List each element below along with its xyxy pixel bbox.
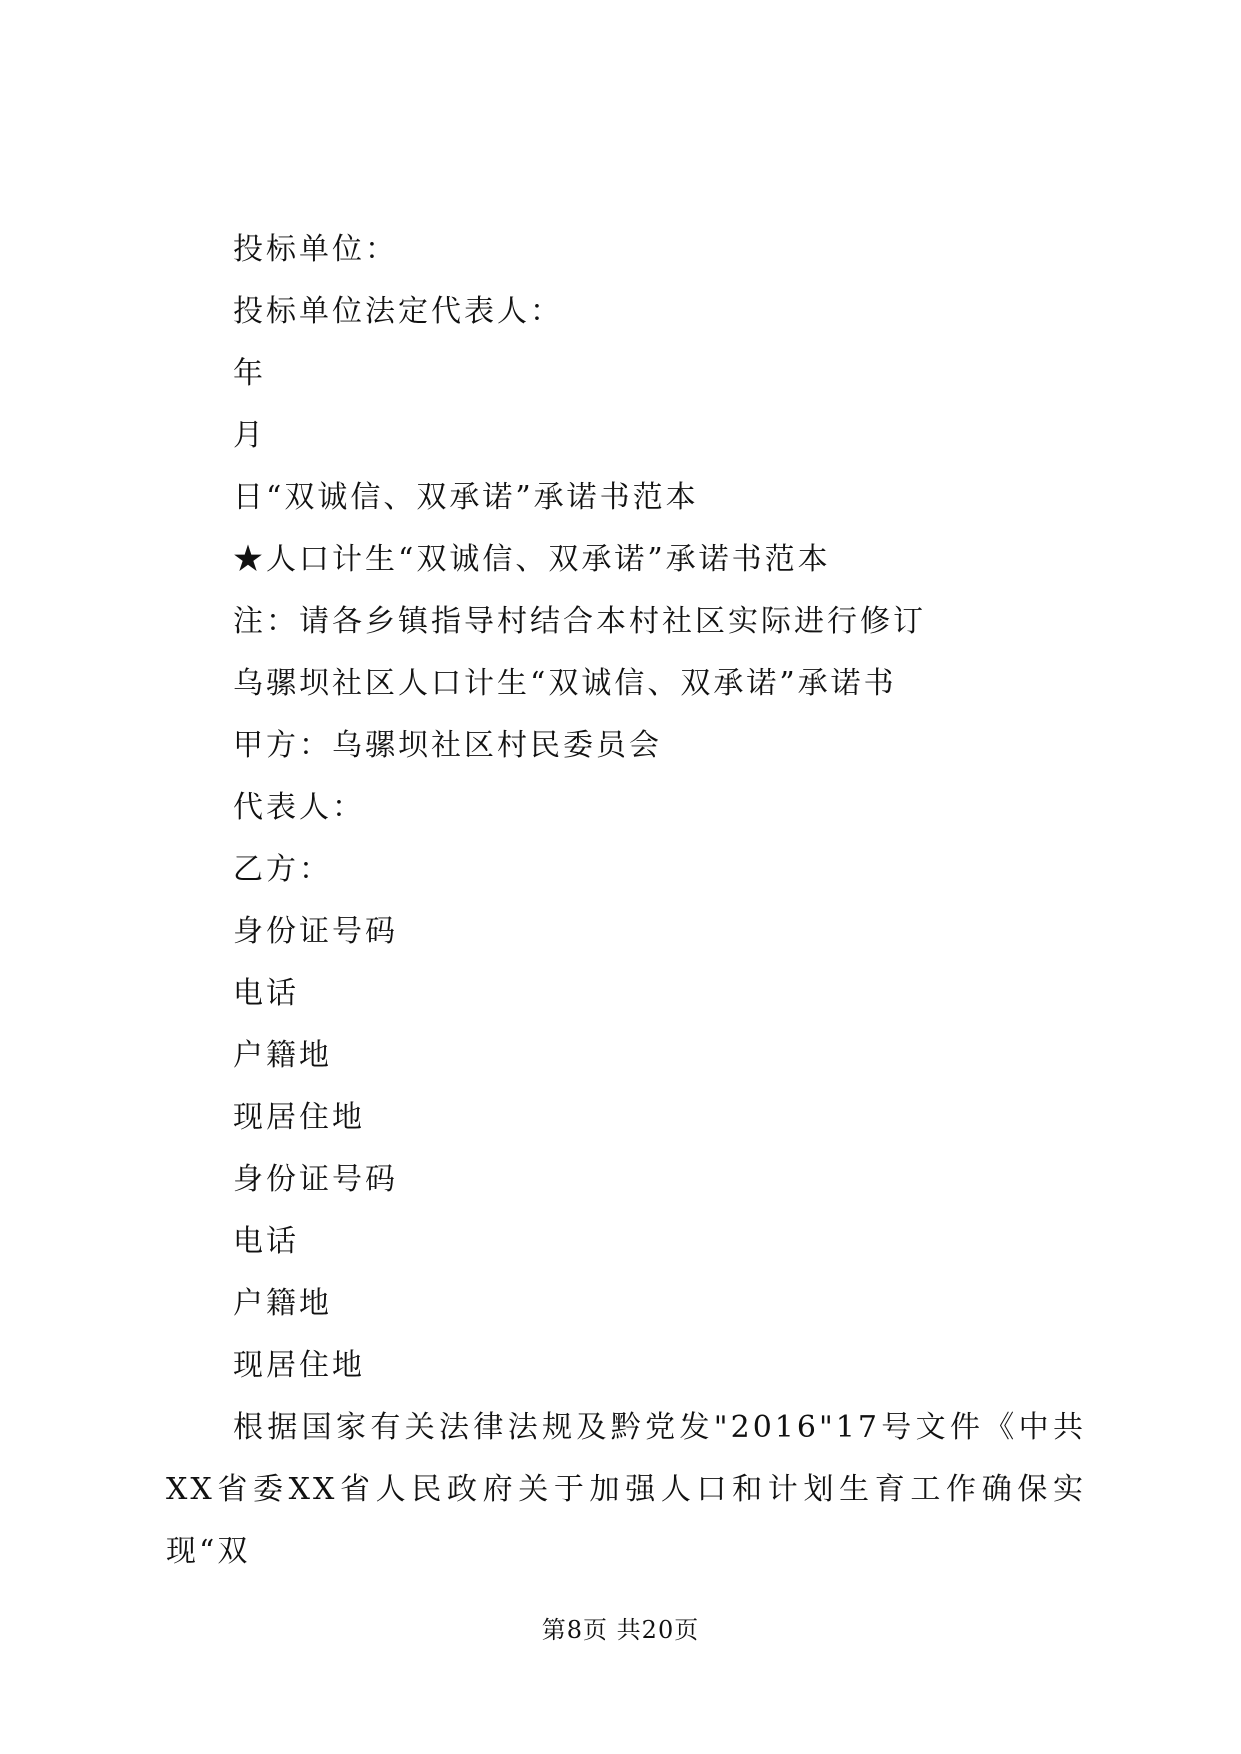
bidder-unit-line: 投标单位： [233,232,398,267]
current-residence-line: 现居住地 [233,1100,365,1135]
month-line: 月 [233,418,266,453]
commitment-title: 乌骡坝社区人口计生“双诚信、双承诺”承诺书 [233,666,897,701]
page-number-footer: 第8页 共20页 [541,1616,700,1644]
note-line: 注：请各乡镇指导村结合本村社区实际进行修订 [233,604,926,639]
day-title-line: 日“双诚信、双承诺”承诺书范本 [233,480,699,515]
household-registration-line: 户籍地 [233,1038,332,1073]
representative-line: 代表人： [233,790,365,825]
id-number-line-2: 身份证号码 [233,1162,398,1197]
phone-line: 电话 [233,976,299,1011]
party-a-line: 甲方：乌骡坝社区村民委员会 [233,728,662,763]
household-registration-line-2: 户籍地 [233,1286,332,1321]
basis-paragraph: 根据国家有关法律法规及黔党发"2016"17号文件《中共XX省委XX省人民政府关于加强人口和计划生育工作确保实现“双 [166,1410,1086,1569]
id-number-line: 身份证号码 [233,914,398,949]
phone-line-2: 电话 [233,1224,299,1259]
section-heading: ★人口计生“双诚信、双承诺”承诺书范本 [233,542,831,577]
bidder-legal-rep-line: 投标单位法定代表人： [233,294,563,329]
current-residence-line-2: 现居住地 [233,1348,365,1383]
party-b-line: 乙方： [233,852,332,887]
year-line: 年 [233,356,266,391]
